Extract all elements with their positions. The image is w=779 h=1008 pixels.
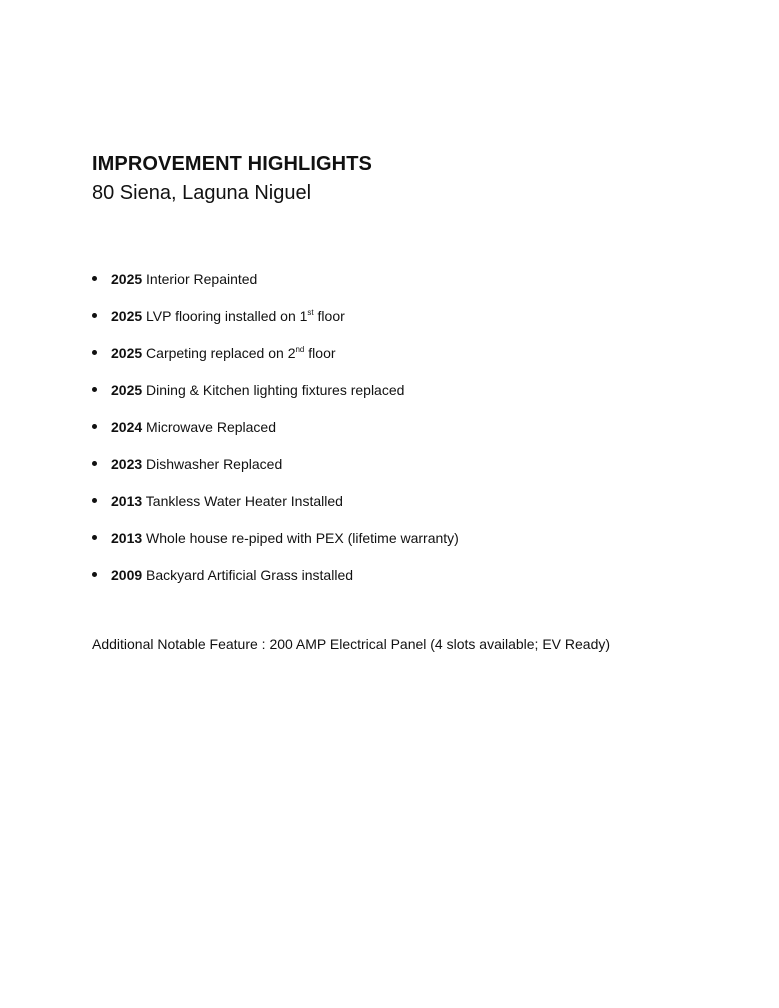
list-item xyxy=(92,342,459,379)
item-text: Microwave Replaced xyxy=(146,419,276,435)
bullet-icon xyxy=(92,276,97,281)
bullet-icon xyxy=(92,313,97,318)
item-text: LVP flooring installed on 1 xyxy=(146,308,308,324)
document-title: IMPROVEMENT HIGHLIGHTS xyxy=(92,153,372,175)
item-text: Carpeting replaced on 2 xyxy=(146,345,296,361)
item-text: Backyard Artificial Grass installed xyxy=(146,567,354,583)
item-text-after: floor xyxy=(304,345,336,361)
year-label: 2024 xyxy=(111,419,143,435)
improvement-list xyxy=(92,268,459,601)
bullet-icon xyxy=(92,535,97,540)
year-label: 2025 xyxy=(111,271,143,287)
year-label: 2025 xyxy=(111,382,143,398)
year-label: 2025 xyxy=(111,345,143,361)
ordinal-suffix: nd xyxy=(295,345,305,354)
item-text: Interior Repainted xyxy=(146,271,258,287)
list-item xyxy=(92,268,459,305)
bullet-icon xyxy=(92,387,97,392)
property-address: 80 Siena, Laguna Niguel xyxy=(92,182,312,204)
item-text: Whole house re-piped with PEX (lifetime warranty) xyxy=(146,530,459,546)
bullet-icon xyxy=(92,498,97,503)
year-label: 2023 xyxy=(111,456,143,472)
item-text: Tankless Water Heater Installed xyxy=(145,493,343,509)
list-item xyxy=(92,379,459,416)
bullet-icon xyxy=(92,424,97,429)
list-item xyxy=(92,527,459,564)
list-item xyxy=(92,564,459,601)
year-label: 2025 xyxy=(111,308,143,324)
bullet-icon xyxy=(92,572,97,577)
list-item xyxy=(92,305,459,342)
additional-feature: Additional Notable Feature : 200 AMP Electrical Panel (4 slots available; EV Ready) xyxy=(92,636,611,652)
bullet-icon xyxy=(92,461,97,466)
ordinal-suffix: st xyxy=(307,308,314,317)
year-label: 2013 xyxy=(111,530,143,546)
item-text: Dining & Kitchen lighting fixtures replaced xyxy=(146,382,405,398)
list-item xyxy=(92,490,459,527)
list-item xyxy=(92,453,459,490)
year-label: 2009 xyxy=(111,567,143,583)
item-text: Dishwasher Replaced xyxy=(146,456,283,472)
item-text-after: floor xyxy=(313,308,345,324)
bullet-icon xyxy=(92,350,97,355)
year-label: 2013 xyxy=(111,493,143,509)
list-item xyxy=(92,416,459,453)
